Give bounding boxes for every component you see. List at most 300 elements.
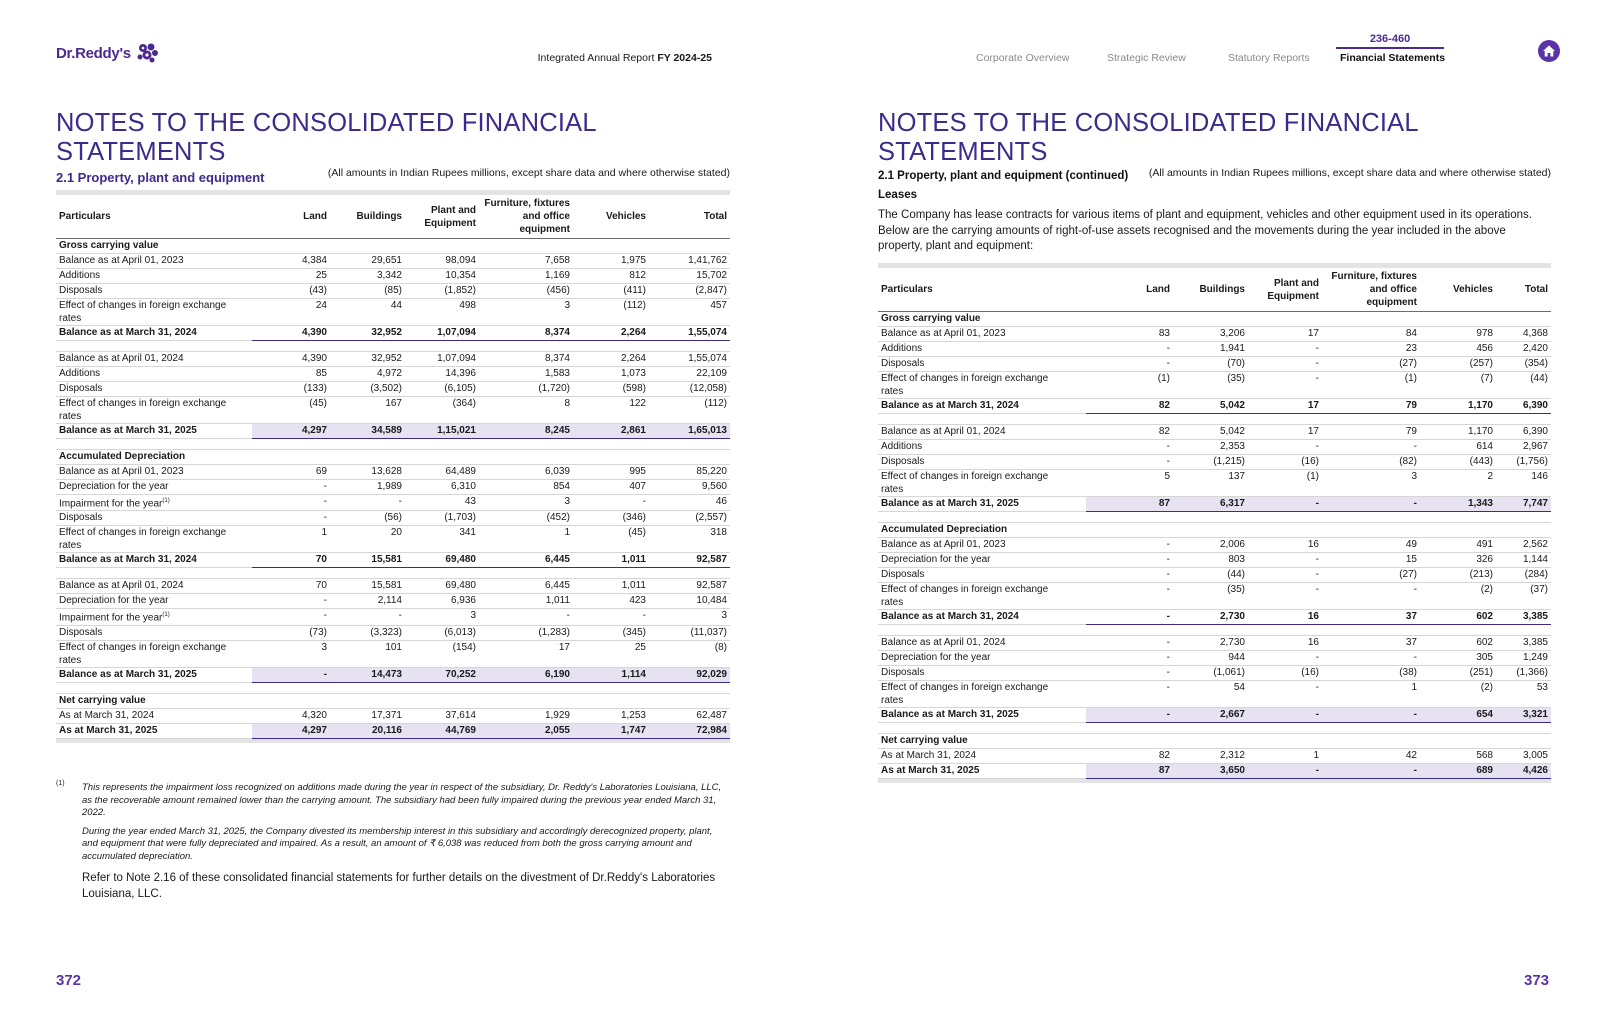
table-balance-row (878, 399, 1551, 414)
table-row (878, 666, 1551, 681)
value-cell: - (1248, 651, 1322, 666)
row-label-text: Additions (881, 441, 923, 452)
value-cell: - (252, 609, 330, 625)
table-row (878, 636, 1551, 651)
value-cell: 602 (1420, 636, 1496, 651)
column-header: Land (1086, 268, 1173, 312)
column-header: Plant and Equipment (1248, 268, 1322, 312)
footnote-ref: (1) (162, 612, 170, 619)
row-label-text: Depreciation for the year (881, 554, 991, 565)
value-cell: 4,390 (252, 352, 330, 367)
value-cell: 4,368 (1496, 327, 1551, 342)
value-cell: 14,473 (330, 667, 405, 682)
value-cell: 2,006 (1173, 538, 1248, 553)
row-label (56, 511, 252, 526)
value-cell: 37 (1322, 636, 1420, 651)
table-row (56, 625, 730, 640)
value-cell: 326 (1420, 553, 1496, 568)
row-label (56, 326, 252, 341)
right-section-title: 2.1 Property, plant and equipment (continued) (878, 170, 1129, 182)
value-cell: - (1086, 681, 1173, 708)
value-cell: (154) (405, 640, 479, 667)
row-label-text: Additions (881, 343, 923, 354)
value-cell: 456 (1420, 342, 1496, 357)
value-cell: 1,144 (1496, 553, 1551, 568)
row-label (878, 636, 1086, 651)
value-cell: - (479, 609, 573, 625)
value-cell: 6,310 (405, 480, 479, 495)
value-cell: 2,055 (479, 723, 573, 738)
table-row (56, 465, 730, 480)
value-cell: 6,936 (405, 594, 479, 609)
value-cell: - (1322, 764, 1420, 779)
row-label (56, 480, 252, 495)
value-cell: (1,756) (1496, 455, 1551, 470)
table-bottom-bar (878, 779, 1551, 783)
row-label-text: Balance as at April 01, 2024 (59, 353, 184, 364)
left-section-title: 2.1 Property, plant and equipment (56, 170, 265, 185)
table-row (878, 583, 1551, 610)
value-cell: (44) (1496, 372, 1551, 399)
value-cell: 2,312 (1173, 749, 1248, 764)
value-cell: 3 (252, 640, 330, 667)
value-cell: - (1086, 440, 1173, 455)
value-cell: - (1086, 708, 1173, 723)
value-cell: 1,747 (573, 723, 649, 738)
table-row (878, 372, 1551, 399)
row-label-text: Additions (59, 368, 101, 379)
table-balance-row (56, 667, 730, 682)
value-cell: 25 (573, 640, 649, 667)
value-cell: 2,420 (1496, 342, 1551, 357)
report-title-prefix: Integrated Annual Report (537, 52, 658, 64)
value-cell: - (573, 495, 649, 511)
value-cell: 854 (479, 480, 573, 495)
table-row (56, 397, 730, 424)
value-cell: (27) (1322, 357, 1420, 372)
value-cell: 2,264 (573, 352, 649, 367)
table-header-row (878, 268, 1551, 312)
value-cell: 1,011 (573, 579, 649, 594)
table-spacer-row (878, 512, 1551, 523)
table-spacer-row (56, 682, 730, 693)
value-cell: (8) (649, 640, 730, 667)
value-cell: (133) (252, 382, 330, 397)
row-label (878, 708, 1086, 723)
spacer-cell (878, 625, 1551, 636)
row-label-text: Balance as at March 31, 2024 (59, 554, 197, 566)
value-cell: 2,861 (573, 424, 649, 439)
row-label-text: Balance as at March 31, 2024 (881, 400, 1019, 411)
value-cell: 23 (1322, 342, 1420, 357)
value-cell: 10,484 (649, 594, 730, 609)
value-cell: 5,042 (1173, 425, 1248, 440)
row-label-text: Balance as at March 31, 2025 (59, 425, 197, 436)
value-cell: 1,41,762 (649, 254, 730, 269)
value-cell: (345) (573, 625, 649, 640)
value-cell: (1,720) (479, 382, 573, 397)
value-cell: 1,343 (1420, 497, 1496, 512)
value-cell: 32,952 (330, 352, 405, 367)
value-cell: 16 (1248, 610, 1322, 625)
value-cell: 423 (573, 594, 649, 609)
value-cell: 70 (252, 553, 330, 568)
report-title (538, 52, 712, 64)
value-cell: 92,029 (649, 667, 730, 682)
value-cell: 20 (330, 526, 405, 553)
value-cell: 43 (405, 495, 479, 511)
right-page-title: NOTES TO THE CONSOLIDATED FINANCIAL STATEMENTS (878, 109, 1418, 166)
value-cell: 25 (252, 269, 330, 284)
value-cell: - (1248, 764, 1322, 779)
value-cell: - (1086, 568, 1173, 583)
row-label-text: Effect of changes in foreign exchange rates (59, 398, 227, 422)
table-row (56, 269, 730, 284)
row-label (878, 372, 1086, 399)
value-cell: 3,342 (330, 269, 405, 284)
value-cell: (6,105) (405, 382, 479, 397)
value-cell: (2,847) (649, 284, 730, 299)
value-cell: (1,283) (479, 625, 573, 640)
value-cell: (38) (1322, 666, 1420, 681)
value-cell: 1,583 (479, 367, 573, 382)
value-cell: - (1248, 342, 1322, 357)
home-icon (1542, 44, 1556, 58)
table-row (56, 480, 730, 495)
value-cell: (35) (1173, 583, 1248, 610)
row-label-text: Depreciation for the year (881, 652, 991, 663)
row-label (878, 610, 1086, 625)
value-cell: 17 (1248, 399, 1322, 414)
value-cell: 44 (330, 299, 405, 326)
row-label (56, 284, 252, 299)
row-label (56, 526, 252, 553)
row-label (878, 666, 1086, 681)
value-cell: - (1086, 553, 1173, 568)
value-cell: 92,587 (649, 553, 730, 568)
value-cell: 16 (1248, 538, 1322, 553)
value-cell: (16) (1248, 666, 1322, 681)
value-cell: (37) (1496, 583, 1551, 610)
table-spacer-row (878, 723, 1551, 734)
spacer-cell (56, 439, 730, 450)
value-cell: 6,039 (479, 465, 573, 480)
value-cell: (7) (1420, 372, 1496, 399)
table-row (878, 470, 1551, 497)
row-label (878, 764, 1086, 779)
value-cell: 37 (1322, 610, 1420, 625)
home-button[interactable] (1538, 40, 1560, 62)
value-cell: 8,245 (479, 424, 573, 439)
value-cell: 614 (1420, 440, 1496, 455)
value-cell: 2,353 (1173, 440, 1248, 455)
row-label-text: Balance as at March 31, 2025 (881, 498, 1019, 509)
table-row (56, 382, 730, 397)
value-cell: 6,445 (479, 579, 573, 594)
value-cell: 82 (1086, 425, 1173, 440)
column-header: Vehicles (573, 195, 649, 239)
value-cell: 4,390 (252, 326, 330, 341)
value-cell: - (1322, 708, 1420, 723)
group-heading-label: Gross carrying value (56, 239, 730, 254)
row-label-text: As at March 31, 2024 (881, 750, 977, 761)
value-cell: 8,374 (479, 352, 573, 367)
value-cell: 101 (330, 640, 405, 667)
value-cell: 1,07,094 (405, 352, 479, 367)
table-spacer-row (56, 341, 730, 352)
brand-logo[interactable] (56, 42, 160, 64)
value-cell: 46 (649, 495, 730, 511)
row-label (56, 254, 252, 269)
table-row (878, 681, 1551, 708)
row-label (56, 352, 252, 367)
value-cell: 6,190 (479, 667, 573, 682)
row-label (878, 651, 1086, 666)
value-cell: 6,390 (1496, 399, 1551, 414)
value-cell: (411) (573, 284, 649, 299)
row-label-text: Disposals (59, 383, 103, 394)
value-cell: - (1086, 636, 1173, 651)
table-group-heading (56, 239, 730, 254)
value-cell: 34,589 (330, 424, 405, 439)
value-cell: 812 (573, 269, 649, 284)
value-cell: 1,011 (479, 594, 573, 609)
value-cell: (1,215) (1173, 455, 1248, 470)
row-label-text: Effect of changes in foreign exchange rates (59, 300, 227, 324)
value-cell: 2,562 (1496, 538, 1551, 553)
value-cell: 407 (573, 480, 649, 495)
row-label-text: Additions (59, 270, 101, 281)
row-label (878, 357, 1086, 372)
table-group-heading (56, 450, 730, 465)
table-row (56, 284, 730, 299)
row-label-text: Disposals (881, 569, 925, 580)
value-cell: 1,941 (1173, 342, 1248, 357)
table-balance-row (56, 553, 730, 568)
value-cell: - (1248, 583, 1322, 610)
nav-statutory-reports[interactable]: Statutory Reports (1228, 52, 1310, 64)
nav-corporate-overview[interactable]: Corporate Overview (976, 52, 1070, 64)
row-label (878, 749, 1086, 764)
left-page-title: NOTES TO THE CONSOLIDATED FINANCIAL STATEMENTS (56, 109, 596, 166)
value-cell: (1,366) (1496, 666, 1551, 681)
row-label-text: Balance as at April 01, 2024 (881, 637, 1006, 648)
value-cell: 84 (1322, 327, 1420, 342)
value-cell: (251) (1420, 666, 1496, 681)
row-label-text: Disposals (881, 667, 925, 678)
value-cell: 82 (1086, 749, 1173, 764)
value-cell: 82 (1086, 399, 1173, 414)
left-footnotes (56, 782, 730, 902)
value-cell: (73) (252, 625, 330, 640)
nav-strategic-review[interactable]: Strategic Review (1107, 52, 1186, 64)
value-cell: 1 (1248, 749, 1322, 764)
value-cell: 10,354 (405, 269, 479, 284)
value-cell: (45) (573, 526, 649, 553)
row-label (56, 594, 252, 609)
value-cell: 122 (573, 397, 649, 424)
value-cell: - (252, 667, 330, 682)
column-header: Total (1496, 268, 1551, 312)
value-cell: - (1086, 651, 1173, 666)
value-cell: (85) (330, 284, 405, 299)
row-label-text: As at March 31, 2024 (59, 709, 155, 721)
value-cell: - (1248, 440, 1322, 455)
row-label (56, 708, 252, 723)
value-cell: 1,253 (573, 708, 649, 723)
row-label-text: As at March 31, 2025 (59, 724, 158, 736)
row-label (56, 269, 252, 284)
value-cell: (11,037) (649, 625, 730, 640)
value-cell: 3 (649, 609, 730, 625)
value-cell: 69,480 (405, 579, 479, 594)
value-cell: 803 (1173, 553, 1248, 568)
group-heading-label: Accumulated Depreciation (878, 523, 1551, 538)
value-cell: (2) (1420, 583, 1496, 610)
table-row (878, 440, 1551, 455)
right-page-subtitle: (All amounts in Indian Rupees millions, except share data and where otherwise stated) (1148, 167, 1551, 179)
row-label-text: Balance as at April 01, 2023 (881, 539, 1006, 550)
value-cell: 1,169 (479, 269, 573, 284)
column-header: Particulars (56, 195, 252, 239)
table-balance-row (878, 764, 1551, 779)
table-spacer-row (878, 625, 1551, 636)
value-cell: (257) (1420, 357, 1496, 372)
table-row (56, 609, 730, 625)
value-cell: 1,975 (573, 254, 649, 269)
value-cell: (43) (252, 284, 330, 299)
row-label-text: Disposals (59, 512, 103, 524)
value-cell: 137 (1173, 470, 1248, 497)
value-cell: 5,042 (1173, 399, 1248, 414)
value-cell: 37,614 (405, 708, 479, 723)
value-cell: - (1322, 497, 1420, 512)
table-row (56, 511, 730, 526)
value-cell: (2,557) (649, 511, 730, 526)
value-cell: - (252, 480, 330, 495)
row-label-text: Effect of changes in foreign exchange rates (881, 584, 1049, 608)
value-cell: 491 (1420, 538, 1496, 553)
value-cell: 4,426 (1496, 764, 1551, 779)
value-cell: 654 (1420, 708, 1496, 723)
column-header: Particulars (878, 268, 1086, 312)
value-cell: 498 (405, 299, 479, 326)
report-title-year: FY 2024-25 (657, 52, 712, 64)
row-label (878, 538, 1086, 553)
value-cell: 72,984 (649, 723, 730, 738)
table-row (56, 594, 730, 609)
value-cell: 1,989 (330, 480, 405, 495)
value-cell: 79 (1322, 399, 1420, 414)
page-range: 236-460 (1369, 33, 1411, 45)
value-cell: 29,651 (330, 254, 405, 269)
spacer-cell (56, 568, 730, 579)
table-row (56, 367, 730, 382)
column-header: Furniture, fixtures and office equipment (1322, 268, 1420, 312)
table-row (878, 342, 1551, 357)
value-cell: 15,581 (330, 553, 405, 568)
left-page-number: 372 (56, 972, 82, 989)
value-cell: - (1248, 372, 1322, 399)
row-label (56, 579, 252, 594)
table-group-heading (878, 312, 1551, 327)
table-row (878, 749, 1551, 764)
value-cell: 1,55,074 (649, 352, 730, 367)
value-cell: 1,249 (1496, 651, 1551, 666)
value-cell: (1,703) (405, 511, 479, 526)
value-cell: - (1248, 708, 1322, 723)
table-balance-row (878, 610, 1551, 625)
nav-financial-statements[interactable]: Financial Statements (1340, 52, 1446, 64)
value-cell: 13,628 (330, 465, 405, 480)
value-cell: 4,320 (252, 708, 330, 723)
row-label (878, 399, 1086, 414)
row-label-text: Disposals (881, 456, 925, 467)
row-label-text: Effect of changes in foreign exchange rates (59, 527, 227, 552)
value-cell: 83 (1086, 327, 1173, 342)
value-cell: (1,061) (1173, 666, 1248, 681)
value-cell: 1 (1322, 681, 1420, 708)
value-cell: 3,206 (1173, 327, 1248, 342)
value-cell: 2,730 (1173, 636, 1248, 651)
column-header: Furniture, fixtures and office equipment (479, 195, 573, 239)
row-label-text: Balance as at April 01, 2024 (59, 580, 184, 592)
value-cell: 85,220 (649, 465, 730, 480)
value-cell: - (1086, 357, 1173, 372)
row-label-text: Balance as at April 01, 2023 (59, 466, 184, 477)
value-cell: 2,667 (1173, 708, 1248, 723)
spacer-cell (56, 341, 730, 352)
table-group-heading (56, 693, 730, 708)
row-label-text: Disposals (59, 626, 103, 638)
value-cell: 15 (1322, 553, 1420, 568)
value-cell: 167 (330, 397, 405, 424)
value-cell: (2) (1420, 681, 1496, 708)
row-label (878, 455, 1086, 470)
column-header: Total (649, 195, 730, 239)
table-balance-row (56, 723, 730, 738)
value-cell: - (1086, 666, 1173, 681)
row-label (878, 681, 1086, 708)
column-header: Buildings (330, 195, 405, 239)
value-cell: 7,658 (479, 254, 573, 269)
table-balance-row (878, 497, 1551, 512)
value-cell: 3,385 (1496, 636, 1551, 651)
value-cell: (56) (330, 511, 405, 526)
right-rou-table (878, 268, 1551, 779)
row-label (878, 583, 1086, 610)
group-heading-label: Gross carrying value (878, 312, 1551, 327)
table-balance-row (56, 326, 730, 341)
value-cell: (112) (649, 397, 730, 424)
value-cell: 1,929 (479, 708, 573, 723)
value-cell: (598) (573, 382, 649, 397)
table-row (878, 327, 1551, 342)
row-label (56, 553, 252, 568)
table-balance-row (56, 424, 730, 439)
group-heading-label: Net carrying value (56, 693, 730, 708)
value-cell: (45) (252, 397, 330, 424)
value-cell: 87 (1086, 764, 1173, 779)
table-row (56, 579, 730, 594)
value-cell: 17 (1248, 327, 1322, 342)
leases-intro: The Company has lease contracts for various items of plant and equipment, vehicles and other equipment used in its operations. Below are the carrying amounts of right-of-use assets recognised and the movements during the year included in the above property, plant and equipment: (878, 209, 1532, 252)
value-cell: - (1248, 357, 1322, 372)
value-cell: (452) (479, 511, 573, 526)
value-cell: 944 (1173, 651, 1248, 666)
row-label (878, 553, 1086, 568)
column-header: Land (252, 195, 330, 239)
